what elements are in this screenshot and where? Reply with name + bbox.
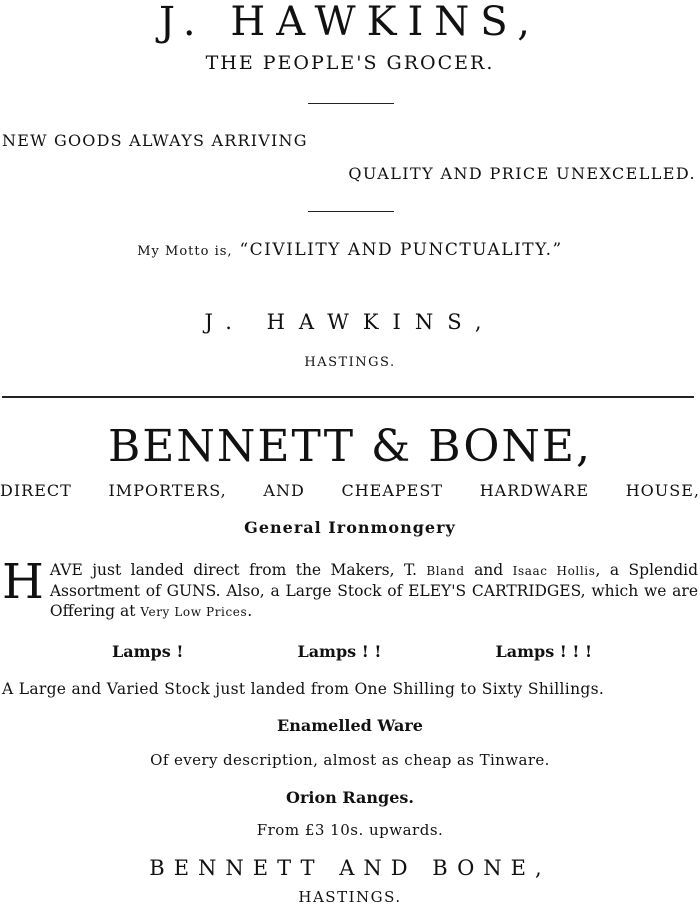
lamps-heading [112,642,592,662]
subtitle-word: AND [263,481,305,500]
heading-general-ironmongery: General Ironmongery [244,518,456,537]
lamps-description: A Large and Varied Stock just landed from One Shilling to Sixty Shillings. [2,680,605,698]
bennett-subtitle [0,481,700,501]
enamelled-description: Of every description, almost as cheap as Tinware. [150,751,550,769]
hawkins-signature: J. HAWKINS, [204,310,496,334]
hawkins-line-new-goods: NEW GOODS ALWAYS ARRIVING [2,131,308,150]
lamps-label: Lamps ! ! [297,642,382,661]
para-price: Very Low Prices [140,605,248,619]
subtitle-word: HOUSE, [625,481,700,500]
bennett-town: HASTINGS. [298,888,402,906]
subtitle-word: HARDWARE [479,481,589,500]
subtitle-word: IMPORTERS, [108,481,227,500]
para-text: . [247,602,253,620]
motto-text: “CIVILITY AND PUNCTUALITY.” [239,240,563,260]
para-name: Bland [426,564,465,578]
hawkins-motto [0,240,700,262]
hawkins-subtitle: THE PEOPLE'S GROCER. [205,52,495,74]
lamps-label: Lamps ! ! ! [495,642,592,661]
para-text: , a Splendid Assortment of GUNS. Also, a Large Stock of ELEY'S CARTRIDGES, which we are Offering at [49,561,698,620]
hawkins-title: J. HAWKINS, [159,0,541,45]
para-text: AVE just landed direct from the Makers, T. [49,561,427,579]
orion-description: From £3 10s. upwards. [256,821,444,839]
hawkins-town: HASTINGS. [304,355,396,370]
guns-paragraph [2,554,698,622]
heading-enamelled-ware: Enamelled Ware [277,716,423,735]
bennett-title: BENNETT & BONE, [107,421,593,472]
divider [308,211,394,212]
subtitle-word: DIRECT [0,481,72,500]
hawkins-line-quality: QUALITY AND PRICE UNEXCELLED. [348,164,696,183]
para-text: and [464,561,513,579]
heading-orion-ranges: Orion Ranges. [286,788,414,807]
divider [308,103,394,104]
para-name: Isaac Hollis [512,564,596,578]
subtitle-word: CHEAPEST [341,481,443,500]
motto-prefix: My Motto is, [137,244,233,259]
bennett-signature: BENNETT AND BONE, [149,856,551,880]
drop-cap: H [2,554,44,610]
section-divider [2,396,694,398]
lamps-label: Lamps ! [112,642,184,661]
